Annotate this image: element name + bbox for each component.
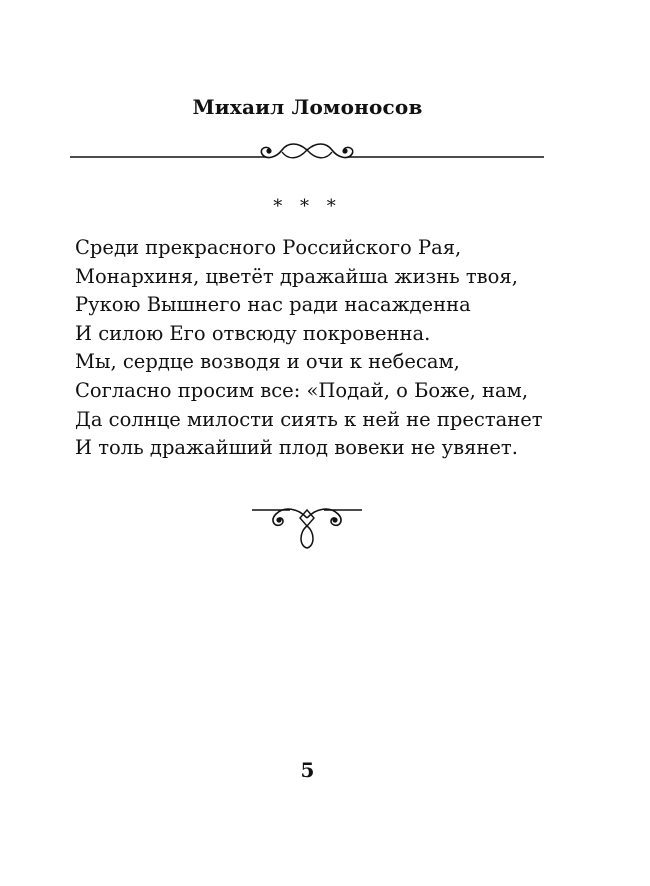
page-number: 5 (300, 758, 315, 782)
section-asterisks: * * * (273, 196, 342, 217)
poem-line: Рукою Вышнего нас ради насажденна (75, 293, 471, 317)
poem-line: И силою Его отвсюду покровенна. (75, 321, 431, 345)
author-heading: Михаил Ломоносов (192, 95, 423, 119)
poem-line: Среди прекрасного Российского Рая, (75, 236, 462, 259)
poem-line: Да солнце милости сиять к ней не престанет (75, 407, 543, 431)
poem-line: Согласно просим все: «Подай, о Боже, нам, (75, 378, 529, 402)
poem-line: И толь дражайший плод вовеки не увянет. (75, 436, 518, 460)
poem-line: Монархиня, цветёт дражайша жизнь твоя, (75, 264, 518, 288)
end-ornament-icon (252, 500, 362, 552)
poem-text (75, 234, 595, 463)
scroll-divider-icon (70, 138, 544, 166)
poem-line: Мы, сердце возводя и очи к небесам, (75, 350, 460, 374)
